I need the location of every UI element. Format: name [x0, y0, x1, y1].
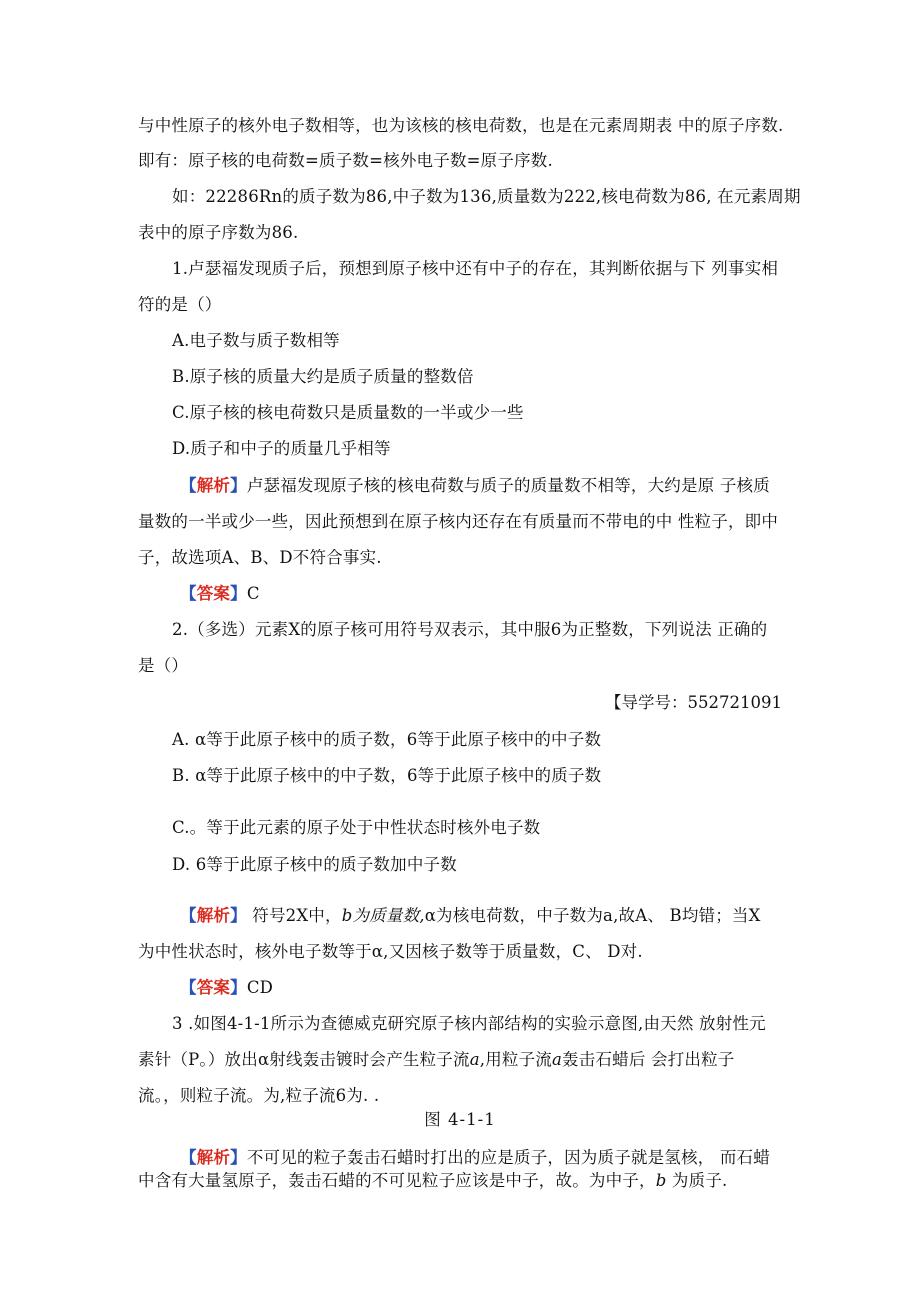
answer-label: 【答案】: [180, 584, 247, 603]
q1-option-c: C.原子核的核电荷数只是质量数的一半或少一些: [172, 403, 524, 422]
q2-analysis-line-1: 【解析】 符号2X中，b为质量数,α为核电荷数，中子数为a,故A、 B均错；当X: [180, 906, 761, 925]
q2-option-d: D. 6等于此原子核中的质子数加中子数: [172, 855, 457, 874]
q1-stem-line-1: 1.卢瑟福发现质子后，预想到原子核中还有中子的存在，其判断依据与下 列事实相: [172, 259, 779, 278]
answer-label: 【答案】: [180, 978, 247, 997]
analysis-label: 【解析】: [180, 1148, 247, 1167]
q1-option-b: B.原子核的质量大约是质子质量的整数倍: [172, 367, 474, 386]
intro-line-2: 即有：原子核的电荷数=质子数=核外电子数=原子序数.: [138, 151, 553, 170]
q2-option-a: A. α等于此原子核中的质子数，6等于此原子核中的中子数: [172, 730, 602, 749]
q3-analysis-line-1: 【解析】不可见的粒子轰击石蜡时打出的应是质子，因为质子就是氢核， 而石蜡: [180, 1148, 770, 1167]
q3-stem-line-3: 流。，则粒子流。为,粒子流6为. .: [138, 1086, 380, 1105]
q1-answer: 【答案】C: [180, 584, 260, 603]
q2-option-b: B. α等于此原子核中的中子数，6等于此原子核中的质子数: [172, 766, 602, 785]
analysis-label: 【解析】: [180, 906, 247, 925]
q1-option-d: D.质子和中子的质量几乎相等: [172, 439, 391, 458]
q3-analysis-line-2: 中含有大量氢原子，轰击石蜡的不可见粒子应该是中子，故。为中子，b 为质子.: [138, 1171, 728, 1190]
q1-option-a: A.电子数与质子数相等: [172, 331, 340, 350]
intro-line-1: 与中性原子的核外电子数相等，也为该核的核电荷数，也是在元素周期表 中的原子序数.: [138, 116, 784, 135]
q2-answer: 【答案】CD: [180, 978, 274, 997]
guide-number: 【导学号：552721091: [605, 693, 782, 712]
intro-example-line-2: 表中的原子序数为86.: [138, 223, 299, 242]
q1-analysis-line-2: 量数的一半或少一些，因此预想到在原子核内还存在有质量而不带电的中 性粒子，即中: [138, 512, 779, 531]
q2-analysis-line-2: 为中性状态时，核外电子数等于α,又因核子数等于质量数，C、 D对.: [138, 942, 643, 961]
q2-stem-line-2: 是（）: [138, 656, 189, 675]
q2-option-c: C.。等于此元素的原子处于中性状态时核外电子数: [172, 818, 541, 837]
q3-stem-line-2: 素针（P。）放出α射线轰击镀时会产生粒子流a,用粒子流a轰击石蜡后 会打出粒子: [138, 1050, 735, 1069]
intro-example-line-1: 如：22286Rn的质子数为86,中子数为136,质量数为222,核电荷数为86, 在元素周期: [172, 187, 801, 206]
figure-caption: 图 4-1-1: [424, 1110, 496, 1129]
q3-stem-line-1: 3 .如图4-1-1所示为查德威克研究原子核内部结构的实验示意图,由天然 放射性元: [172, 1014, 766, 1033]
q1-analysis-line-3: 子，故选项A、B、D不符合事实.: [138, 548, 382, 567]
q1-analysis-line-1: 【解析】卢瑟福发现原子核的核电荷数与质子的质量数不相等，大约是原 子核质: [180, 476, 770, 495]
q2-stem-line-1: 2.（多选）元素X的原子核可用符号双表示，其中服6为正整数，下列说法 正确的: [172, 620, 768, 639]
q1-stem-line-2: 符的是（）: [138, 295, 222, 314]
analysis-label: 【解析】: [180, 476, 247, 495]
